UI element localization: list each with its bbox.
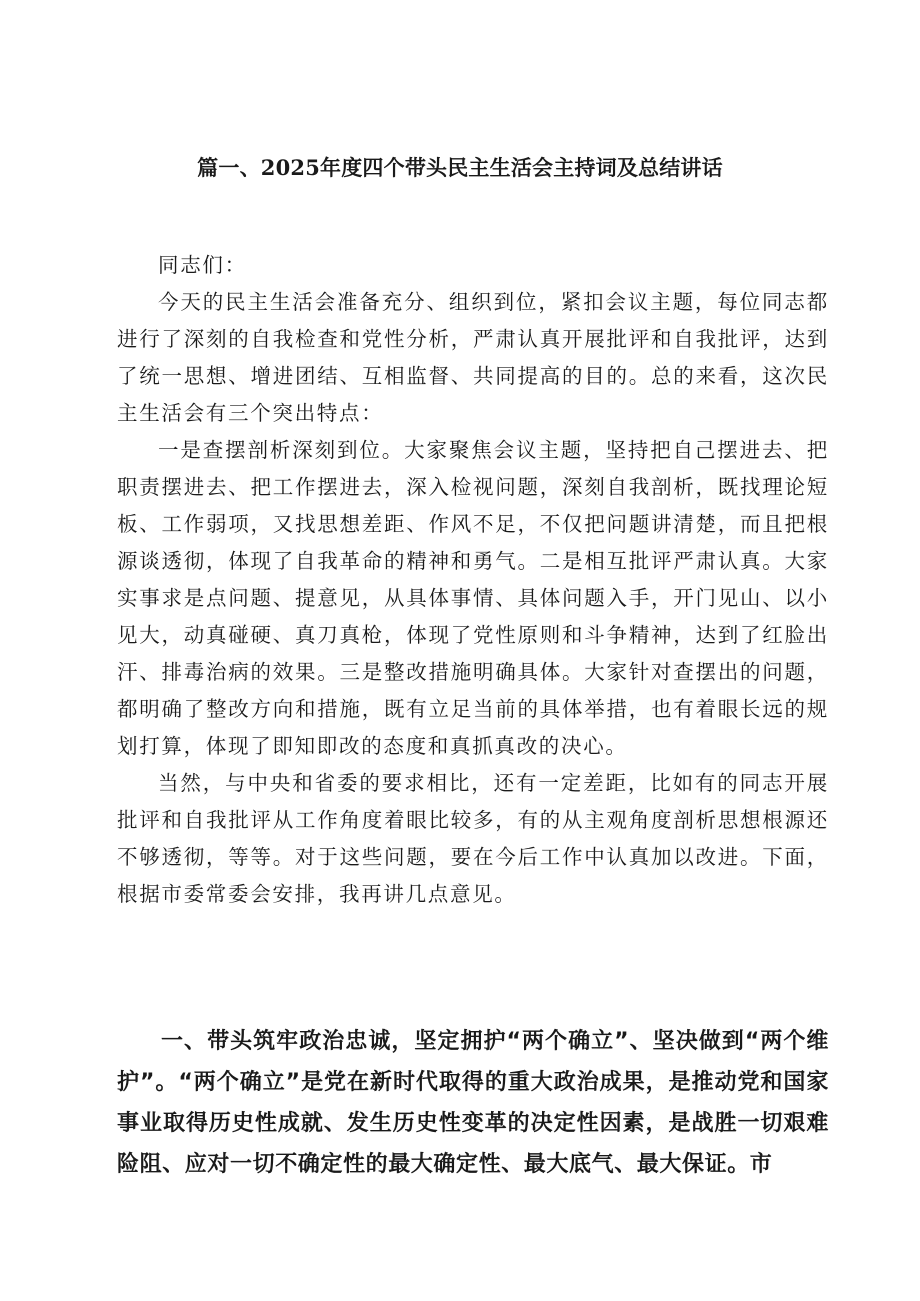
paragraph-features: 一是查摆剖析深刻到位。大家聚焦会议主题，坚持把自己摆进去、把职责摆进去、把工作摆进去，深入检视问题，深刻自我剖析，既找理论短板、工作弱项，又找思想差距、作风不足，不仅把问题讲清楚，而且把根源谈透彻，体现了自我革命的精神和勇气。二是相互批评严肃认真。大家实事求是点问题、提意见，从具体事情、具体问题入手，开门见山、以小见大，动真碰硬、真刀真枪，体现了党性原则和斗争精神，达到了红脸出汗、排毒治病的效果。三是整改措施明确具体。大家针对查摆出的问题，都明确了整改方向和措施，既有立足当前的具体举措，也有着眼长远的规划打算，体现了即知即改的态度和真抓真改的决心。 (117, 438, 829, 758)
salutation: 同志们： (158, 253, 247, 277)
section-heading-one: 一、带头筑牢政治忠诚，坚定拥护“两个确立”、坚决做到“两个维护”。“两个确立”是党在新时代取得的重大政治成果，是推动党和国家事业取得历史性成就、发生历史性变革的决定性因素，是战胜一切艰难险阻、应对一切不确定性的最大确定性、最大底气、最大保证。市 (117, 1029, 829, 1177)
document-title: 篇一、2025年度四个带头民主生活会主持词及总结讲话 (197, 155, 723, 180)
paragraph-shortcomings: 当然，与中央和省委的要求相比，还有一定差距，比如有的同志开展批评和自我批评从工作角度着眼比较多，有的从主观角度剖析思想根源还不够透彻，等等。对于这些问题，要在今后工作中认真加以改进。下面，根据市委常委会安排，我再讲几点意见。 (117, 771, 829, 906)
document-body (117, 247, 829, 913)
paragraph-intro: 今天的民主生活会准备充分、组织到位，紧扣会议主题，每位同志都进行了深刻的自我检查和党性分析，严肃认真开展批评和自我批评，达到了统一思想、增进团结、互相监督、共同提高的目的。总的来看，这次民主生活会有三个突出特点： (117, 290, 829, 425)
